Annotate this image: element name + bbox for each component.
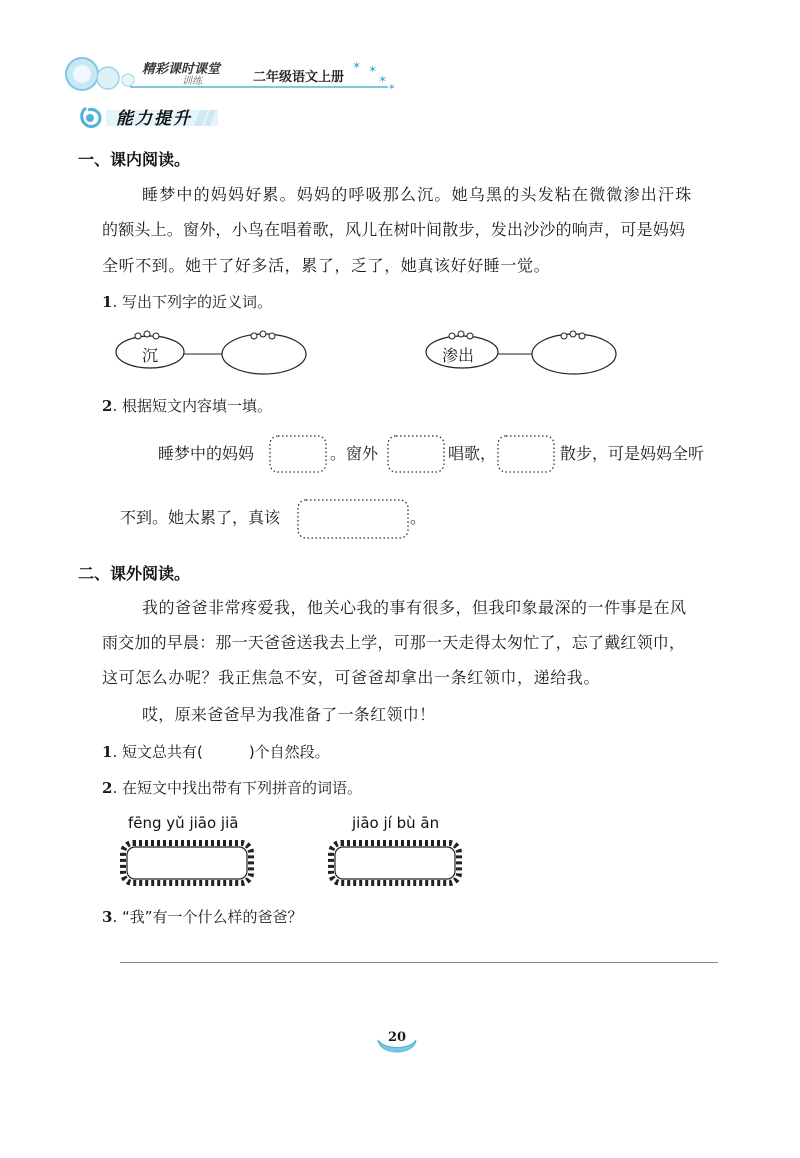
answer-box[interactable] bbox=[296, 498, 410, 540]
synonym-word-2: 渗出 bbox=[442, 346, 475, 365]
answer-box[interactable] bbox=[496, 434, 556, 474]
fill-text: 不到。她太累了，真该 bbox=[120, 508, 281, 527]
synonym-word-1: 沉 bbox=[142, 346, 159, 365]
header-rule bbox=[130, 86, 388, 88]
star-icon: ✶ bbox=[378, 73, 388, 86]
part2-passage-line: 我的爸爸非常疼爱我，他关心我的事有很多，但我印象最深的一件事是在风 bbox=[142, 598, 687, 617]
answer-line[interactable] bbox=[120, 962, 718, 963]
fill-text: 唱歌， bbox=[448, 444, 497, 463]
fill-text: 散步，可是妈妈全听 bbox=[560, 444, 705, 463]
part1-question-1: 1. 写出下列字的近义词。 bbox=[102, 293, 272, 311]
part1-passage-line: 的额头上。窗外，小鸟在唱着歌，风儿在树叶间散步，发出沙沙的响声，可是妈妈 bbox=[102, 220, 686, 239]
pinyin-answer-frame[interactable] bbox=[118, 838, 256, 888]
part2-heading: 二、课外阅读。 bbox=[78, 564, 191, 583]
book-title: 二年级语文上册 bbox=[253, 70, 345, 85]
part2-question-2: 2. 在短文中找出带有下列拼音的词语。 bbox=[102, 779, 362, 797]
fill-text: 。窗外 bbox=[330, 444, 379, 463]
part2-passage-line: 这可怎么办呢？我正焦急不安，可爸爸却拿出一条红领巾，递给我。 bbox=[102, 668, 601, 687]
star-icon: ✶ bbox=[352, 59, 362, 72]
brand-logo: 精彩课时课堂 训练 bbox=[142, 62, 221, 87]
part2-passage-line: 雨交加的早晨：那一天爸爸送我去上学，可那一天走得太匆忙了，忘了戴红领巾， bbox=[102, 633, 686, 652]
pinyin-label-1: fēng yǔ jiāo jiā bbox=[128, 814, 239, 832]
star-icon: ✶ bbox=[368, 63, 378, 76]
star-icon: ✶ bbox=[388, 83, 396, 93]
answer-box[interactable] bbox=[268, 434, 328, 474]
part2-question-3: 3. “我”有一个什么样的爸爸？ bbox=[102, 908, 303, 926]
pinyin-answer-frame[interactable] bbox=[326, 838, 464, 888]
fill-text: 。 bbox=[410, 508, 427, 527]
pinyin-label-2: jiāo jí bù ān bbox=[352, 814, 440, 832]
part1-passage-line: 全听不到。她干了好多活，累了，乏了，她真该好好睡一觉。 bbox=[102, 256, 551, 275]
part2-question-1: 1. 短文总共有( )个自然段。 bbox=[102, 743, 330, 761]
answer-box[interactable] bbox=[386, 434, 446, 474]
part1-heading: 一、课内阅读。 bbox=[78, 150, 191, 169]
part1-question-2: 2. 根据短文内容填一填。 bbox=[102, 397, 272, 415]
section-banner-title: 能力提升 bbox=[116, 109, 192, 129]
fill-text: 睡梦中的妈妈 bbox=[158, 444, 255, 463]
part1-passage-line: 睡梦中的妈妈好累。妈妈的呼吸那么沉。她乌黑的头发粘在微微渗出汗珠 bbox=[142, 185, 693, 204]
part2-passage-line: 哎，原来爸爸早为我准备了一条红领巾！ bbox=[142, 705, 436, 724]
page-number: 20 bbox=[387, 1030, 407, 1045]
page-number-badge bbox=[374, 1030, 420, 1064]
